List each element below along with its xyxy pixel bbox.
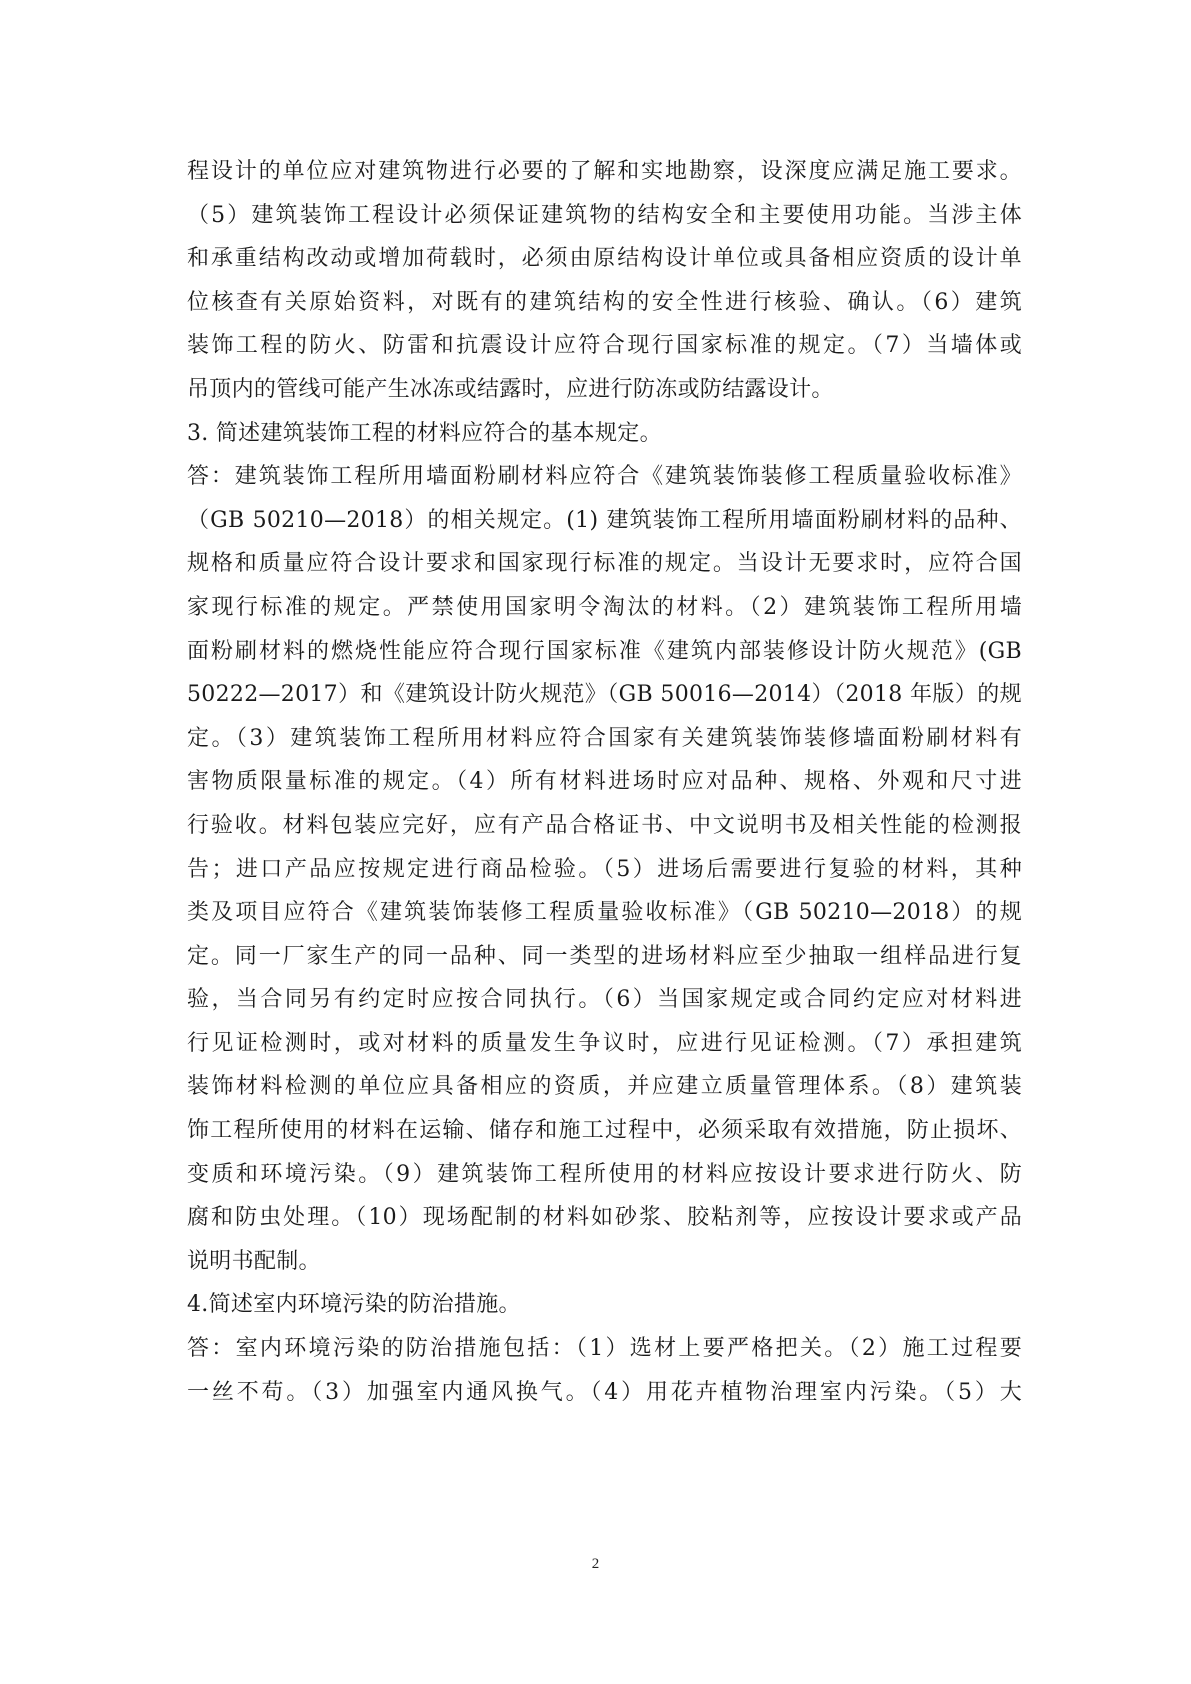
text-line: 家现行标准的规定。严禁使用国家明令淘汰的材料。（2）建筑装饰工程所用墙 bbox=[187, 594, 1022, 620]
text-line: 行见证检测时，或对材料的质量发生争议时，应进行见证检测。（7）承担建筑 bbox=[187, 1030, 1022, 1056]
text-line: （5）建筑装饰工程设计必须保证建筑物的结构安全和主要使用功能。当涉主体 bbox=[187, 202, 1022, 228]
body-text bbox=[187, 150, 1022, 1414]
text-line: 4.简述室内环境污染的防治措施。 bbox=[187, 1292, 521, 1318]
text-line: 50222—2017）和《建筑设计防火规范》（GB 50016—2014）（2018 年版）的规 bbox=[187, 682, 1022, 708]
text-line: 饰工程所使用的材料在运输、储存和施工过程中，必须采取有效措施，防止损坏、 bbox=[187, 1118, 1022, 1144]
text-line: 程设计的单位应对建筑物进行必要的了解和实地勘察，设深度应满足施工要求。 bbox=[187, 159, 1022, 184]
text-line: 腐和防虫处理。（10）现场配制的材料如砂浆、胶粘剂等，应按设计要求或产品 bbox=[187, 1205, 1022, 1231]
text-line: 答：建筑装饰工程所用墙面粉刷材料应符合《建筑装饰装修工程质量验收标准》 bbox=[187, 464, 1022, 490]
text-line: 装饰材料检测的单位应具备相应的资质，并应建立质量管理体系。（8）建筑装 bbox=[187, 1074, 1022, 1100]
text-line: 吊顶内的管线可能产生冰冻或结露时，应进行防冻或防结露设计。 bbox=[187, 376, 834, 402]
text-line: 说明书配制。 bbox=[187, 1248, 321, 1274]
text-line: （GB 50210—2018）的相关规定。(1) 建筑装饰工程所用墙面粉刷材料的品种、 bbox=[187, 507, 1022, 533]
text-line: 告；进口产品应按规定进行商品检验。（5）进场后需要进行复验的材料，其种 bbox=[187, 856, 1022, 882]
text-line: 验，当合同另有约定时应按合同执行。（6）当国家规定或合同约定应对材料进 bbox=[187, 987, 1022, 1013]
text-line: 害物质限量标准的规定。（4）所有材料进场时应对品种、规格、外观和尺寸进 bbox=[187, 769, 1022, 795]
text-line: 行验收。材料包装应完好，应有产品合格证书、中文说明书及相关性能的检测报 bbox=[187, 812, 1022, 838]
text-line: 位核查有关原始资料，对既有的建筑结构的安全性进行核验、确认。（6）建筑 bbox=[187, 289, 1022, 315]
text-line: 规格和质量应符合设计要求和国家现行标准的规定。当设计无要求时，应符合国 bbox=[187, 551, 1022, 577]
text-line: 和承重结构改动或增加荷载时，必须由原结构设计单位或具备相应资质的设计单 bbox=[187, 246, 1022, 272]
text-line: 装饰工程的防火、防雷和抗震设计应符合现行国家标准的规定。（7）当墙体或 bbox=[187, 333, 1022, 359]
text-line: 变质和环境污染。（9）建筑装饰工程所使用的材料应按设计要求进行防火、防 bbox=[187, 1161, 1022, 1187]
text-line: 答：室内环境污染的防治措施包括：（1）选材上要严格把关。（2）施工过程要 bbox=[187, 1336, 1022, 1362]
text-line: 面粉刷材料的燃烧性能应符合现行国家标准《建筑内部装修设计防火规范》(GB bbox=[187, 638, 1022, 664]
text-line: 类及项目应符合《建筑装饰装修工程质量验收标准》（GB 50210—2018）的规 bbox=[187, 900, 1022, 926]
page-number: 2 bbox=[591, 1556, 600, 1572]
text-line: 一丝不苟。（3）加强室内通风换气。（4）用花卉植物治理室内污染。（5）大 bbox=[187, 1379, 1022, 1405]
text-line: 定。（3）建筑装饰工程所用材料应符合国家有关建筑装饰装修墙面粉刷材料有 bbox=[187, 725, 1022, 751]
text-line: 3. 简述建筑装饰工程的材料应符合的基本规定。 bbox=[187, 420, 662, 446]
text-line: 定。同一厂家生产的同一品种、同一类型的进场材料应至少抽取一组样品进行复 bbox=[187, 943, 1022, 969]
